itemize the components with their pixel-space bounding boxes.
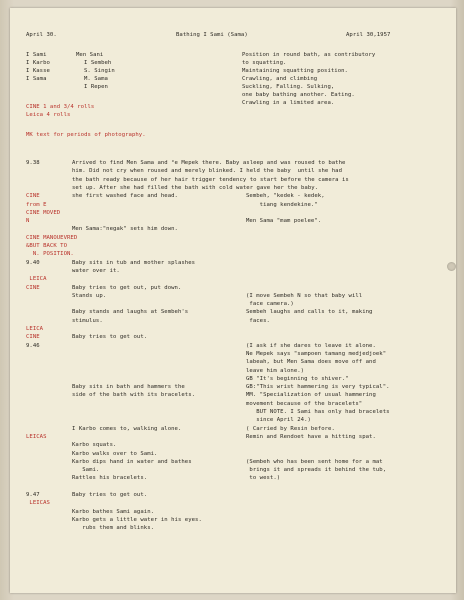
log-margin: 9.47 [26, 492, 40, 498]
log-text: Stands up. [72, 292, 107, 299]
log-margin: CINE [26, 334, 40, 341]
log-comment: (I move Sembeh N so that baby will [246, 292, 363, 299]
log-text: water over it. [72, 267, 120, 274]
date-left: April 30. [26, 32, 57, 38]
mk-note: MK text for periods of photography. [26, 132, 146, 138]
log-text: Baby sits in bath and hammers the [72, 384, 185, 391]
log-comment: Ne Mepek says "sampoen tamang medjedjoek" [246, 350, 387, 357]
study-topic: Crawling, and climbing [242, 76, 318, 82]
log-margin: CINE MANOUEVRED [26, 234, 78, 241]
study-topic: one baby bathing another. Eating. [242, 92, 355, 98]
log-margin: LEICA [26, 276, 47, 283]
log-margin: 9.46 [26, 342, 40, 349]
log-margin: LEICAS [26, 433, 47, 440]
log-margin: CINE MOVED [26, 209, 61, 216]
log-margin: CINE [26, 193, 40, 200]
log-text: I Karbo comes to, walking alone. [72, 425, 182, 432]
log-comment: movement because of the bracelets" [246, 400, 363, 407]
log-comment: MM. "Specialization of usual hammering [246, 392, 376, 399]
log-margin: &BUT BACK TO [26, 243, 68, 249]
log-text: Baby tries to get out. [72, 334, 148, 341]
log-margin: N. POSITION. [26, 251, 74, 258]
log-margin: from E [26, 201, 47, 208]
log-margin: CINE [26, 284, 40, 291]
log-text: Baby sits in tub and mother splashes [72, 259, 196, 266]
cast-name: I Sembeh [84, 60, 112, 66]
film-note: CINE 1 and 3/4 rolls [26, 104, 95, 110]
log-text: side of the bath with its bracelets. [72, 392, 196, 399]
log-comment: faces. [246, 317, 270, 324]
cast-name: M. Sama [84, 76, 108, 82]
cast-name: I Sama [26, 76, 47, 82]
log-margin: 9.40 [26, 259, 40, 266]
log-margin: 9.38 [26, 160, 40, 166]
log-comment: brings it and spreads it behind the tub, [246, 467, 387, 474]
study-topic: Maintaining squatting position. [242, 68, 348, 74]
log-text: Arrived to find Men Sama and °e Mepek there. Baby asleep and was roused to bathe [72, 160, 346, 166]
study-topic: Suckling, Falling. Sulking, [242, 84, 335, 90]
log-comment: labeah, but Men Sama does move off and [246, 359, 376, 366]
study-topic: Crawling in a limited area. [242, 100, 335, 106]
log-text: Karbo squats. [72, 442, 117, 449]
cast-name: S. Singin [84, 68, 115, 74]
log-comment: Men Sama "mam poelee". [246, 218, 322, 225]
log-text: Sami. [72, 467, 100, 474]
log-text: Baby tries to get out, put down. [72, 284, 182, 291]
log-comment: GB "It's beginning to shiver." [246, 375, 349, 382]
log-text: Karbo bathes Sami again. [72, 508, 155, 515]
log-comment: tiang kendekine." [246, 201, 318, 208]
log-comment: Remin and Rendoet have a hitting spat. [246, 433, 376, 440]
film-note: Leica 4 rolls [26, 112, 71, 118]
page-title: Bathing I Sami (Sama) [176, 32, 248, 38]
log-margin: N [26, 218, 30, 225]
typed-page [10, 8, 456, 593]
log-text: she first washed face and head. [72, 193, 178, 200]
cast-name: I Karbo [26, 60, 50, 66]
log-comment: (I ask if she dares to leave it alone. [246, 342, 376, 349]
log-comment: since April 24.) [246, 417, 311, 424]
log-text: set up. After she had filled the bath with cold water gave her the baby. [72, 184, 319, 191]
cast-name: I Repen [84, 84, 108, 90]
log-margin: LEICAS [26, 500, 50, 507]
study-topic: to squatting. [242, 60, 287, 66]
log-margin: LEICA [26, 326, 44, 332]
log-text: the bath ready because of her hair trigger tendency to start before the camera is [72, 176, 349, 183]
study-topic: Position in round bath, as contributory [242, 52, 376, 58]
log-comment: to west.) [246, 475, 281, 482]
log-text: Karbo gets a little water in his eyes. [72, 516, 202, 523]
cast-name: I Kasse [26, 68, 50, 74]
log-comment: (Sembeh who has been sent home for a mat [246, 458, 383, 465]
date-right: April 30,1957 [346, 32, 391, 38]
log-text: stimulus. [72, 317, 103, 324]
log-comment: Sembeh, "kedek - kedek, [246, 193, 325, 200]
log-comment: leave him alone.) [246, 367, 305, 374]
log-text: him. Did not cry when roused and merely blinked. I held the baby until she had [72, 168, 342, 175]
log-comment: Sembeh laughs and calls to it, making [246, 309, 373, 316]
log-comment: ( Carried by Resin before. [246, 425, 335, 432]
log-text: Baby stands and laughs at Sembeh's [72, 309, 189, 316]
cast-name: Men Sani [76, 52, 104, 58]
log-comment: BUT NOTE. I Sami has only had bracelets [246, 409, 390, 415]
log-text: Rattles his bracelets. [72, 475, 148, 482]
log-comment: face camera.) [246, 301, 294, 308]
log-text: Karbo dips hand in water and bathes [72, 458, 192, 465]
log-text: Karbo walks over to Sami. [72, 450, 158, 457]
log-comment: GB:"This wrist hammering is very typical". [246, 384, 390, 391]
log-text: Baby tries to get out. [72, 492, 148, 498]
cast-name: I Sami [26, 52, 47, 58]
binder-hole [447, 262, 456, 271]
log-text: rubs them and blinks. [72, 525, 155, 532]
log-text: Men Sama:"negak" sets him down. [72, 226, 178, 233]
